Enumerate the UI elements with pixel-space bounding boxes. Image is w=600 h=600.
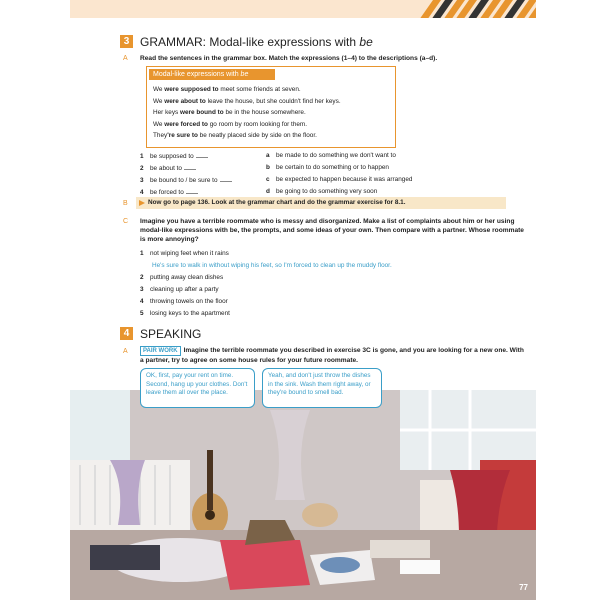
grammar-sentence: We were forced to go room by room looking for them.: [153, 120, 308, 128]
section-4-part-a-letter: A: [123, 348, 128, 355]
match-item-3: 3 be bound to / be sure to: [140, 175, 232, 185]
answer-blank[interactable]: [184, 163, 196, 170]
grammar-plus-bar[interactable]: [136, 197, 506, 209]
top-banner: [70, 0, 536, 18]
section-4-instruction: Imagine the terrible roommate you described in exercise 3C is gone, and you are looking for a new one. With a partner, try to agree on some house rules for your future roommate.: [140, 347, 524, 364]
decorative-stripes: [416, 0, 536, 18]
section-4-number: 4: [120, 327, 133, 340]
part-a-instruction: Read the sentences in the grammar box. Match the expressions (1–4) to the descriptions (a–d).: [140, 55, 438, 62]
part-b-letter: B: [123, 200, 128, 207]
part-a-letter: A: [123, 55, 128, 62]
grammar-sentence: We were supposed to meet some friends at seven.: [153, 86, 301, 93]
section-3-number: 3: [120, 35, 133, 48]
grammar-sentence: We were about to leave the house, but she couldn't find her keys.: [153, 97, 341, 105]
match-desc-a: a be made to do something we don't want to: [266, 152, 396, 159]
match-desc-b: b be certain to do something or to happen: [266, 164, 389, 171]
example-answer: He's sure to walk in without wiping his feet, so I'm forced to clean up the muddy floor.: [152, 262, 392, 269]
grammar-box: [146, 66, 396, 148]
prompt-item: 1 not wiping feet when it rains: [140, 250, 229, 257]
grammar-box-heading: Modal-like expressions with be: [149, 69, 275, 80]
section-3-title: GRAMMAR: Modal-like expressions with be: [140, 35, 373, 49]
match-item-2: 2 be about to: [140, 163, 196, 173]
grammar-sentence: They're sure to be neatly placed side by side on the floor.: [153, 132, 317, 139]
answer-blank[interactable]: [186, 187, 198, 194]
part-b-instruction: Now go to page 136. Look at the grammar chart and do the grammar exercise for 8.1.: [148, 199, 406, 206]
section-4-title: SPEAKING: [140, 327, 202, 341]
answer-blank[interactable]: [220, 175, 232, 182]
messy-bedroom-photo: [70, 390, 536, 600]
match-desc-c: c be expected to happen because it was arranged: [266, 176, 413, 183]
grammar-sentence: Her keys were bound to be in the house somewhere.: [153, 109, 306, 116]
page-number: 77: [519, 583, 528, 592]
arrow-right-icon: [139, 200, 145, 206]
prompt-item: 3 cleaning up after a party: [140, 286, 219, 293]
textbook-page: [70, 0, 536, 600]
match-item-4: 4 be forced to: [140, 187, 198, 197]
section-4-part-a: [140, 346, 525, 365]
bedroom-illustration: [70, 390, 536, 600]
part-c-letter: C: [123, 218, 129, 225]
speech-bubble-2: Yeah, and don't just throw the dishes in the sink. Wash them right away, or they're bound to smell bad.: [262, 368, 382, 408]
part-c-instruction: Imagine you have a terrible roommate who is messy and disorganized. Make a list of complaints about him or her using modal-like expressions with be, the prompts, and some ideas of your own. Then compare with a partner. Whose roommate is more annoying?: [140, 218, 524, 243]
prompt-item: 2 putting away clean dishes: [140, 274, 224, 281]
prompt-item: 5 losing keys to the apartment: [140, 310, 230, 317]
speech-bubble-1: OK, first, pay your rent on time. Second, hang up your clothes. Don't leave them all over the place.: [140, 368, 255, 408]
answer-blank[interactable]: [196, 151, 208, 158]
grammar-box-sentences: [153, 84, 341, 142]
match-item-1: 1 be supposed to: [140, 151, 208, 161]
prompt-item: 4 throwing towels on the floor: [140, 298, 228, 305]
pair-work-badge: PAIR WORK: [140, 346, 181, 356]
match-desc-d: d be going to do something very soon: [266, 188, 378, 195]
